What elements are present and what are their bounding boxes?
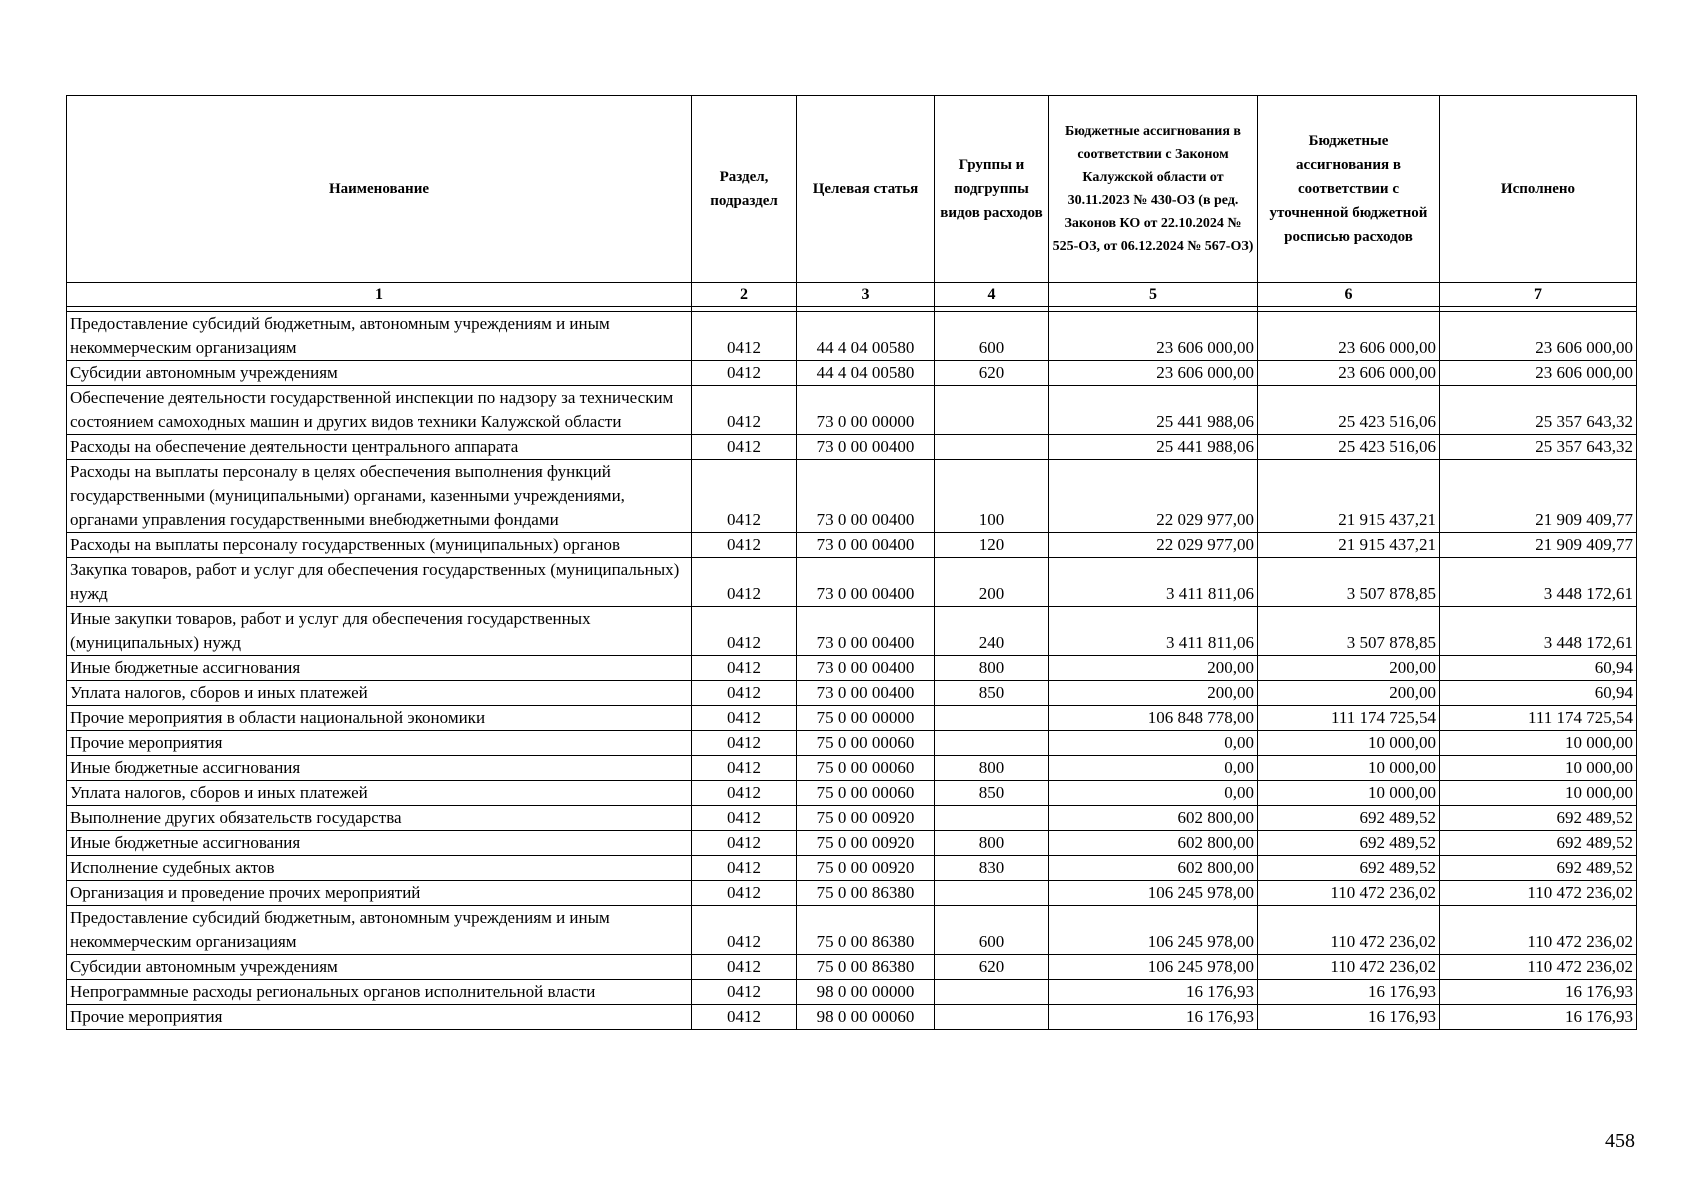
- table-row: [67, 460, 1637, 533]
- cell-target-article: 73 0 00 00400: [797, 607, 935, 656]
- cell-refined-allocation: 21 915 437,21: [1258, 460, 1440, 533]
- cell-section: 0412: [692, 806, 797, 831]
- table-row: [67, 906, 1637, 955]
- table-row: [67, 756, 1637, 781]
- cell-name: Иные бюджетные ассигнования: [67, 656, 692, 681]
- cell-executed: 692 489,52: [1440, 856, 1637, 881]
- header-law-allocations: Бюджетные ассигнования в соответствии с Законом Калужской области от 30.11.2023 № 430-ОЗ (в ред. Законов КО от 22.10.2024 № 525-ОЗ, от 06.12.2024 № 567-ОЗ): [1049, 96, 1258, 283]
- table-row: [67, 856, 1637, 881]
- cell-expense-group: 850: [935, 781, 1049, 806]
- cell-law-allocation: 23 606 000,00: [1049, 361, 1258, 386]
- cell-target-article: 73 0 00 00000: [797, 386, 935, 435]
- cell-section: 0412: [692, 558, 797, 607]
- cell-executed: 692 489,52: [1440, 806, 1637, 831]
- cell-target-article: 75 0 00 86380: [797, 881, 935, 906]
- table-row: [67, 831, 1637, 856]
- cell-section: 0412: [692, 681, 797, 706]
- table-row: [67, 955, 1637, 980]
- cell-section: 0412: [692, 881, 797, 906]
- cell-refined-allocation: 110 472 236,02: [1258, 955, 1440, 980]
- table-row: [67, 1005, 1637, 1030]
- cell-name: Непрограммные расходы региональных органов исполнительной власти: [67, 980, 692, 1005]
- cell-refined-allocation: 3 507 878,85: [1258, 607, 1440, 656]
- cell-executed: 110 472 236,02: [1440, 955, 1637, 980]
- cell-target-article: 73 0 00 00400: [797, 533, 935, 558]
- cell-expense-group: 620: [935, 955, 1049, 980]
- cell-law-allocation: 602 800,00: [1049, 856, 1258, 881]
- cell-section: 0412: [692, 361, 797, 386]
- cell-name: Уплата налогов, сборов и иных платежей: [67, 681, 692, 706]
- header-name: Наименование: [67, 96, 692, 283]
- cell-section: 0412: [692, 955, 797, 980]
- cell-target-article: 98 0 00 00060: [797, 1005, 935, 1030]
- cell-name: Расходы на выплаты персоналу государственных (муниципальных) органов: [67, 533, 692, 558]
- cell-executed: 3 448 172,61: [1440, 558, 1637, 607]
- cell-target-article: 73 0 00 00400: [797, 435, 935, 460]
- cell-section: 0412: [692, 607, 797, 656]
- cell-target-article: 75 0 00 00920: [797, 831, 935, 856]
- cell-executed: 692 489,52: [1440, 831, 1637, 856]
- cell-expense-group: 830: [935, 856, 1049, 881]
- cell-refined-allocation: 3 507 878,85: [1258, 558, 1440, 607]
- table-row: [67, 706, 1637, 731]
- header-target-article: Целевая статья: [797, 96, 935, 283]
- column-number: 3: [797, 283, 935, 307]
- cell-name: Иные бюджетные ассигнования: [67, 831, 692, 856]
- cell-expense-group: [935, 435, 1049, 460]
- cell-law-allocation: 602 800,00: [1049, 831, 1258, 856]
- cell-refined-allocation: 10 000,00: [1258, 756, 1440, 781]
- cell-law-allocation: 602 800,00: [1049, 806, 1258, 831]
- cell-name: Исполнение судебных актов: [67, 856, 692, 881]
- cell-name: Расходы на обеспечение деятельности центрального аппарата: [67, 435, 692, 460]
- cell-expense-group: 200: [935, 558, 1049, 607]
- table-row: [67, 656, 1637, 681]
- cell-name: Предоставление субсидий бюджетным, автономным учреждениям и иным некоммерческим организациям: [67, 312, 692, 361]
- cell-name: Иные закупки товаров, работ и услуг для обеспечения государственных (муниципальных) нужд: [67, 607, 692, 656]
- cell-expense-group: [935, 1005, 1049, 1030]
- cell-law-allocation: 22 029 977,00: [1049, 533, 1258, 558]
- cell-target-article: 75 0 00 00060: [797, 781, 935, 806]
- cell-refined-allocation: 692 489,52: [1258, 831, 1440, 856]
- cell-section: 0412: [692, 1005, 797, 1030]
- column-number: 2: [692, 283, 797, 307]
- cell-executed: 21 909 409,77: [1440, 533, 1637, 558]
- cell-law-allocation: 106 245 978,00: [1049, 906, 1258, 955]
- table-row: [67, 533, 1637, 558]
- cell-expense-group: [935, 731, 1049, 756]
- cell-law-allocation: 16 176,93: [1049, 1005, 1258, 1030]
- column-number: 4: [935, 283, 1049, 307]
- cell-name: Выполнение других обязательств государства: [67, 806, 692, 831]
- cell-section: 0412: [692, 656, 797, 681]
- cell-executed: 60,94: [1440, 656, 1637, 681]
- table-row: [67, 731, 1637, 756]
- table-row: [67, 681, 1637, 706]
- cell-target-article: 98 0 00 00000: [797, 980, 935, 1005]
- header-refined-allocations: Бюджетные ассигнования в соответствии с уточненной бюджетной росписью расходов: [1258, 96, 1440, 283]
- cell-executed: 10 000,00: [1440, 781, 1637, 806]
- table-row: [67, 361, 1637, 386]
- column-number-row: [67, 283, 1637, 307]
- cell-section: 0412: [692, 435, 797, 460]
- cell-name: Закупка товаров, работ и услуг для обеспечения государственных (муниципальных) нужд: [67, 558, 692, 607]
- cell-name: Прочие мероприятия: [67, 731, 692, 756]
- cell-expense-group: 600: [935, 906, 1049, 955]
- cell-law-allocation: 0,00: [1049, 756, 1258, 781]
- cell-target-article: 73 0 00 00400: [797, 460, 935, 533]
- cell-expense-group: 850: [935, 681, 1049, 706]
- cell-section: 0412: [692, 781, 797, 806]
- table-row: [67, 781, 1637, 806]
- cell-section: 0412: [692, 831, 797, 856]
- cell-target-article: 73 0 00 00400: [797, 656, 935, 681]
- page-number: 458: [1605, 1130, 1635, 1152]
- cell-executed: 23 606 000,00: [1440, 361, 1637, 386]
- cell-refined-allocation: 16 176,93: [1258, 1005, 1440, 1030]
- cell-executed: 3 448 172,61: [1440, 607, 1637, 656]
- cell-executed: 10 000,00: [1440, 756, 1637, 781]
- cell-refined-allocation: 25 423 516,06: [1258, 435, 1440, 460]
- cell-executed: 110 472 236,02: [1440, 906, 1637, 955]
- cell-law-allocation: 16 176,93: [1049, 980, 1258, 1005]
- table-row: [67, 607, 1637, 656]
- table-row: [67, 881, 1637, 906]
- cell-executed: 16 176,93: [1440, 980, 1637, 1005]
- cell-refined-allocation: 692 489,52: [1258, 856, 1440, 881]
- cell-refined-allocation: 21 915 437,21: [1258, 533, 1440, 558]
- cell-refined-allocation: 23 606 000,00: [1258, 361, 1440, 386]
- table-body: [67, 312, 1637, 1030]
- header-row: [67, 96, 1637, 283]
- cell-target-article: 44 4 04 00580: [797, 312, 935, 361]
- cell-law-allocation: 200,00: [1049, 681, 1258, 706]
- cell-target-article: 75 0 00 00920: [797, 856, 935, 881]
- cell-refined-allocation: 25 423 516,06: [1258, 386, 1440, 435]
- cell-law-allocation: 3 411 811,06: [1049, 607, 1258, 656]
- cell-law-allocation: 3 411 811,06: [1049, 558, 1258, 607]
- table-row: [67, 980, 1637, 1005]
- cell-refined-allocation: 10 000,00: [1258, 781, 1440, 806]
- cell-target-article: 75 0 00 86380: [797, 955, 935, 980]
- cell-target-article: 73 0 00 00400: [797, 681, 935, 706]
- cell-name: Субсидии автономным учреждениям: [67, 361, 692, 386]
- cell-section: 0412: [692, 312, 797, 361]
- cell-target-article: 73 0 00 00400: [797, 558, 935, 607]
- table-row: [67, 558, 1637, 607]
- cell-section: 0412: [692, 756, 797, 781]
- table-row: [67, 312, 1637, 361]
- cell-refined-allocation: 200,00: [1258, 681, 1440, 706]
- cell-target-article: 75 0 00 00060: [797, 756, 935, 781]
- cell-name: Организация и проведение прочих мероприятий: [67, 881, 692, 906]
- cell-section: 0412: [692, 731, 797, 756]
- cell-name: Субсидии автономным учреждениям: [67, 955, 692, 980]
- budget-table-container: [66, 95, 1636, 1030]
- cell-refined-allocation: 110 472 236,02: [1258, 881, 1440, 906]
- cell-expense-group: 620: [935, 361, 1049, 386]
- cell-executed: 25 357 643,32: [1440, 435, 1637, 460]
- cell-expense-group: 600: [935, 312, 1049, 361]
- cell-executed: 111 174 725,54: [1440, 706, 1637, 731]
- cell-name: Обеспечение деятельности государственной инспекции по надзору за техническим состоянием самоходных машин и других видов техники Калужской области: [67, 386, 692, 435]
- cell-refined-allocation: 16 176,93: [1258, 980, 1440, 1005]
- column-number: 1: [67, 283, 692, 307]
- cell-refined-allocation: 692 489,52: [1258, 806, 1440, 831]
- cell-executed: 110 472 236,02: [1440, 881, 1637, 906]
- cell-refined-allocation: 10 000,00: [1258, 731, 1440, 756]
- cell-name: Прочие мероприятия: [67, 1005, 692, 1030]
- cell-refined-allocation: 111 174 725,54: [1258, 706, 1440, 731]
- cell-law-allocation: 22 029 977,00: [1049, 460, 1258, 533]
- cell-executed: 16 176,93: [1440, 1005, 1637, 1030]
- cell-expense-group: [935, 881, 1049, 906]
- header-section: Раздел, подраздел: [692, 96, 797, 283]
- cell-executed: 21 909 409,77: [1440, 460, 1637, 533]
- cell-executed: 60,94: [1440, 681, 1637, 706]
- column-number: 6: [1258, 283, 1440, 307]
- cell-section: 0412: [692, 460, 797, 533]
- cell-executed: 23 606 000,00: [1440, 312, 1637, 361]
- cell-expense-group: [935, 980, 1049, 1005]
- cell-expense-group: 800: [935, 831, 1049, 856]
- cell-expense-group: 800: [935, 756, 1049, 781]
- cell-name: Иные бюджетные ассигнования: [67, 756, 692, 781]
- cell-section: 0412: [692, 533, 797, 558]
- cell-law-allocation: 23 606 000,00: [1049, 312, 1258, 361]
- cell-law-allocation: 106 245 978,00: [1049, 881, 1258, 906]
- cell-section: 0412: [692, 856, 797, 881]
- cell-section: 0412: [692, 906, 797, 955]
- column-number: 7: [1440, 283, 1637, 307]
- cell-target-article: 75 0 00 00060: [797, 731, 935, 756]
- cell-expense-group: 240: [935, 607, 1049, 656]
- cell-expense-group: [935, 386, 1049, 435]
- column-number: 5: [1049, 283, 1258, 307]
- cell-law-allocation: 106 245 978,00: [1049, 955, 1258, 980]
- cell-refined-allocation: 200,00: [1258, 656, 1440, 681]
- cell-law-allocation: 0,00: [1049, 781, 1258, 806]
- table-row: [67, 806, 1637, 831]
- cell-target-article: 75 0 00 00920: [797, 806, 935, 831]
- cell-law-allocation: 200,00: [1049, 656, 1258, 681]
- cell-expense-group: [935, 706, 1049, 731]
- cell-executed: 25 357 643,32: [1440, 386, 1637, 435]
- cell-law-allocation: 25 441 988,06: [1049, 386, 1258, 435]
- table-row: [67, 386, 1637, 435]
- cell-law-allocation: 25 441 988,06: [1049, 435, 1258, 460]
- cell-name: Предоставление субсидий бюджетным, автономным учреждениям и иным некоммерческим организациям: [67, 906, 692, 955]
- cell-expense-group: [935, 806, 1049, 831]
- cell-expense-group: 100: [935, 460, 1049, 533]
- table-row: [67, 435, 1637, 460]
- budget-execution-table: [66, 95, 1637, 1030]
- cell-refined-allocation: 110 472 236,02: [1258, 906, 1440, 955]
- cell-target-article: 75 0 00 86380: [797, 906, 935, 955]
- cell-name: Прочие мероприятия в области национальной экономики: [67, 706, 692, 731]
- cell-section: 0412: [692, 386, 797, 435]
- cell-executed: 10 000,00: [1440, 731, 1637, 756]
- header-expense-groups: Группы и подгруппы видов расходов: [935, 96, 1049, 283]
- header-executed: Исполнено: [1440, 96, 1637, 283]
- cell-expense-group: 800: [935, 656, 1049, 681]
- cell-section: 0412: [692, 980, 797, 1005]
- cell-expense-group: 120: [935, 533, 1049, 558]
- cell-law-allocation: 106 848 778,00: [1049, 706, 1258, 731]
- cell-law-allocation: 0,00: [1049, 731, 1258, 756]
- cell-name: Расходы на выплаты персоналу в целях обеспечения выполнения функций государственными (муниципальными) органами, казенными учреждениями, органами управления государственными внебюджетными фондами: [67, 460, 692, 533]
- cell-target-article: 75 0 00 00000: [797, 706, 935, 731]
- cell-section: 0412: [692, 706, 797, 731]
- cell-name: Уплата налогов, сборов и иных платежей: [67, 781, 692, 806]
- cell-refined-allocation: 23 606 000,00: [1258, 312, 1440, 361]
- cell-target-article: 44 4 04 00580: [797, 361, 935, 386]
